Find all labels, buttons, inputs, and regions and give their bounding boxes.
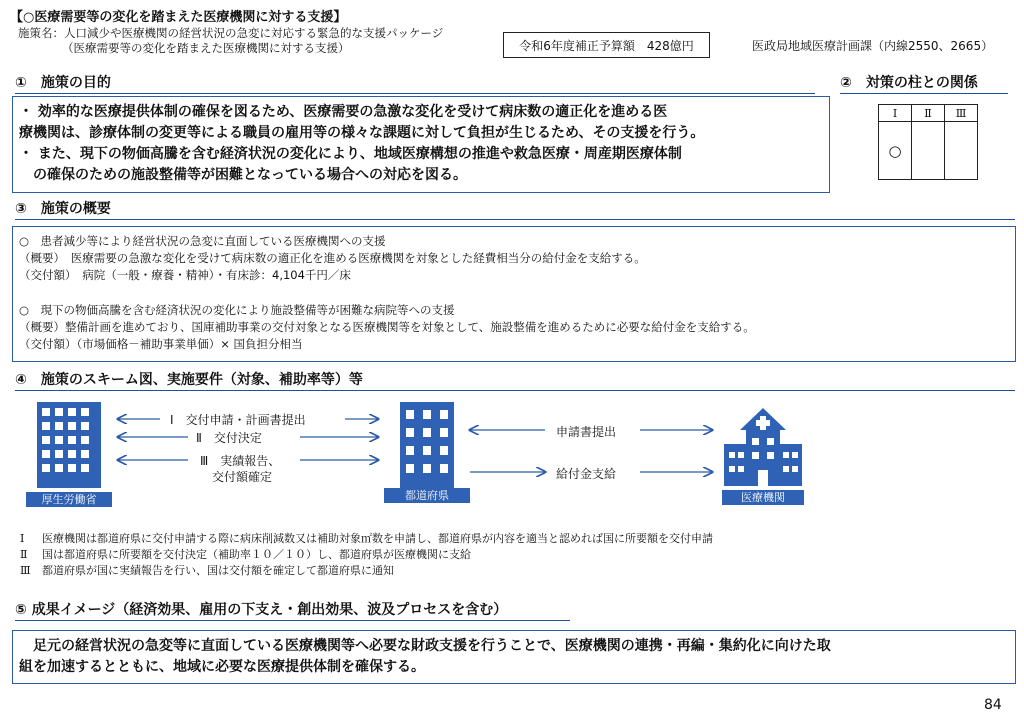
scheme-note bbox=[20, 546, 471, 562]
scheme-note bbox=[20, 562, 394, 578]
overview-box bbox=[12, 226, 1016, 362]
flow1-text: 交付申請・計画書提出 bbox=[185, 413, 306, 427]
flow3-text: 実績報告、 bbox=[220, 454, 281, 468]
purpose-heading: ① 施策の目的 bbox=[15, 74, 815, 94]
outcome-heading: ⑤ 成果イメージ（経済効果、雇用の下支え・創出効果、波及プロセスを含む） bbox=[15, 601, 570, 621]
note-text: 医療機関は都道府県に交付申請する際に病床削減数又は補助対象㎡数を申請し、都道府県が内容を適当と認めれば国に所要額を交付申請 bbox=[42, 532, 713, 545]
flow3-text-2: 交付額確定 bbox=[212, 470, 273, 484]
overview-line: （概要）整備計画を進めており、国庫補助事業の交付対象となる医療機関等を対象として、施設整備を進めるために必要な給付金を支給する。 bbox=[19, 320, 755, 334]
purpose-box bbox=[12, 96, 830, 193]
flow-arrows bbox=[0, 395, 1024, 495]
outcome-line: 足元の経営状況の急変等に直面している医療機関等へ必要な財政支援を行うことで、医療機関の連携・再編・集約化に向けた取 bbox=[19, 638, 831, 654]
flow3-label bbox=[200, 452, 280, 469]
overview-line: ○ 現下の物価高騰を含む経済状況の変化により施設整備等が困難な病院等への支援 bbox=[19, 303, 455, 317]
flow3-number: Ⅲ bbox=[200, 454, 209, 468]
note-number: Ⅲ bbox=[20, 564, 31, 577]
overview-line: （交付額）（市場価格－補助事業単価）× 国負担分相当 bbox=[19, 337, 303, 351]
pillar-header-2: Ⅱ bbox=[912, 105, 945, 122]
purpose-line: 療機関は、診療体制の変更等による職員の雇用等の様々な課題に対して負担が生じるため、その支援を行う。 bbox=[19, 125, 705, 141]
hospital-label: 医療機関 bbox=[722, 490, 804, 505]
apply-label: 申請書提出 bbox=[556, 425, 617, 439]
flow1-number: Ⅰ bbox=[170, 413, 174, 427]
note-text: 都道府県が国に実績報告を行い、国は交付額を確定して都道府県に通知 bbox=[42, 564, 394, 577]
policy-subname: （医療需要等の変化を踏まえた医療機関に対する支援） bbox=[62, 41, 350, 55]
flow2-label bbox=[196, 429, 262, 446]
overview-line: ○ 患者減少等により経営状況の急変に直面している医療機関への支援 bbox=[19, 234, 386, 248]
pillar-mark-3 bbox=[945, 122, 978, 180]
overview-line: （概要） 医療需要の急激な変化を受けて病床数の適正化を進める医療機関を対象とした経費相当分の給付金を支給する。 bbox=[19, 251, 646, 265]
policy-name: 施策名：人口減少や医療機関の経営状況の急変に対応する緊急的な支援パッケージ bbox=[18, 26, 444, 40]
overview-line: （交付額） 病院（一般・療養・精神）・有床診：4,104千円／床 bbox=[19, 268, 351, 282]
pillar-header-1: Ⅰ bbox=[879, 105, 912, 122]
scheme-heading: ④ 施策のスキーム図、実施要件（対象、補助率等）等 bbox=[15, 371, 1015, 391]
pillar-mark-1: ○ bbox=[879, 122, 912, 180]
budget-box bbox=[503, 32, 710, 58]
department-label: 医政局地域医療計画課（内線2550、2665） bbox=[752, 39, 994, 53]
scheme-note bbox=[20, 530, 713, 546]
ministry-label: 厚生労働省 bbox=[26, 492, 112, 507]
pillars-table bbox=[878, 104, 978, 180]
budget-text: 令和6年度補正予算額 428億円 bbox=[519, 38, 694, 53]
flow2-number: Ⅱ bbox=[196, 431, 202, 445]
overview-heading: ③ 施策の概要 bbox=[15, 200, 1015, 220]
pillar-header-3: Ⅲ bbox=[945, 105, 978, 122]
flow2-text: 交付決定 bbox=[213, 431, 262, 445]
flow1-label bbox=[170, 411, 306, 428]
page-number: 84 bbox=[984, 697, 1002, 713]
note-number: Ⅱ bbox=[20, 548, 28, 561]
pay-label: 給付金支給 bbox=[556, 467, 617, 481]
note-text: 国は都道府県に所要額を交付決定（補助率１０／１０）し、都道府県が医療機関に支給 bbox=[42, 548, 471, 561]
outcome-box bbox=[12, 630, 1016, 684]
outcome-line: 組を加速するとともに、地域に必要な医療提供体制を確保する。 bbox=[19, 659, 425, 675]
prefecture-label: 都道府県 bbox=[384, 488, 470, 503]
purpose-line: ・ 効率的な医療提供体制の確保を図るため、医療需要の急激な変化を受けて病床数の適正化を進める医 bbox=[19, 104, 668, 120]
document-title: 【○医療需要等の変化を踏まえた医療機関に対する支援】 bbox=[10, 10, 347, 25]
pillars-heading: ② 対策の柱との関係 bbox=[840, 74, 1008, 94]
note-number: Ⅰ bbox=[20, 532, 25, 545]
purpose-line: ・ また、現下の物価高騰を含む経済状況の変化により、地域医療構想の推進や救急医療・周産期医療体制 bbox=[19, 146, 682, 162]
pillar-mark-2 bbox=[912, 122, 945, 180]
purpose-line: の確保のための施設整備等が困難となっている場合への対応を図る。 bbox=[19, 167, 467, 183]
